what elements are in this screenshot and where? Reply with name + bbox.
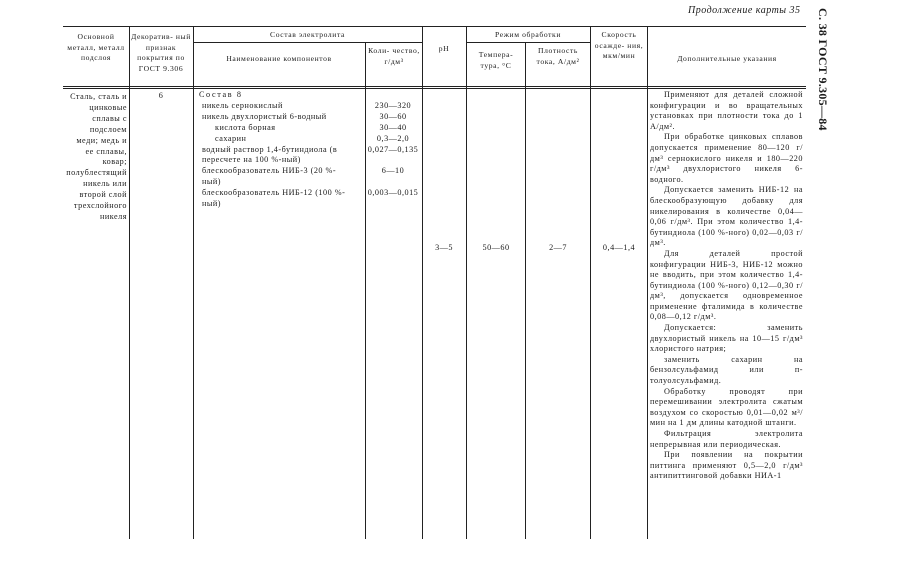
component-qty: 0,003—0,015 (367, 188, 419, 198)
component-name: водный раствор 1,4-бутиндиола (в пересчете на 100 %-ный) (202, 144, 338, 165)
component-name: блескообразователь НИБ-12 (100 %-ный) (202, 188, 346, 209)
page-header: Продолжение карты 35 (688, 5, 801, 16)
header-mode: Режим обработки (495, 30, 561, 39)
component-row (199, 101, 423, 112)
note-paragraph: При появлении на покрытии питтинга применяют 0,5—2,0 г/дм³ антипиттинговой добавки НИА-1 (650, 450, 803, 481)
cell-ph: 3—5 (435, 243, 453, 252)
note-paragraph: Допускается: заменить двухлористый никель на 10—15 г/дм³ хлористого натрия; (650, 323, 803, 354)
component-qty: 0,3—2,0 (376, 133, 410, 143)
header-temperature: Темпера- тура, °С (478, 50, 514, 70)
component-row (199, 123, 423, 134)
col-divider-2 (193, 26, 194, 539)
note-paragraph: заменить сахарин на бензолсульфамид или п-толуолсульфамид. (650, 354, 803, 386)
component-name: кислота борная (215, 122, 276, 132)
side-label-text: С. 38 ГОСТ 9.305—84 (816, 8, 830, 131)
component-name: никель двухлористый 6-водный (202, 111, 327, 121)
col-divider-6 (525, 42, 526, 539)
col-divider-7 (590, 26, 591, 539)
composition-subheader-rule (193, 42, 422, 43)
mode-subheader-rule (466, 42, 590, 43)
component-qty: 30—60 (379, 111, 407, 121)
note-paragraph: Применяют для деталей сложной конфигурации и во вращательных установках при плотности тока до 1 А/дм². (650, 90, 803, 131)
component-row (199, 166, 423, 188)
component-name: блескообразователь НИБ-3 (20 %-ный) (202, 166, 337, 187)
composition-block (199, 90, 423, 210)
note-paragraph: Для деталей простой конфигурации НИБ-3, НИБ-12 можно не вводить, при этом количество 1,4-бутиндиола (100 %-ного) 0,12—0,30 г/дм³, допускается одновременное применение фталимида в количестве 0,08—0,12 г/дм³. (650, 248, 803, 322)
header-bottom-rule-2 (63, 88, 806, 89)
note-paragraph: Фильтрация электролита непрерывная или периодическая. (650, 429, 803, 449)
composition-title: Состав 8 (199, 90, 243, 99)
header-speed: Скорость осажде- ния, мкм/мин (594, 30, 644, 61)
col-divider-8 (647, 26, 648, 539)
header-composition: Состав электролита (270, 30, 345, 39)
header-component-names: Наименование компонентов (226, 54, 332, 63)
table-top-rule (63, 26, 806, 27)
cell-decorative: 6 (158, 91, 164, 100)
note-paragraph: Обработку проводят при перемешивании электролита сжатым воздухом со скоростью 0,01—0,02 м³/мин на 1 дм длины катодной штанги. (650, 386, 803, 428)
note-paragraph: При обработке цинковых сплавов допускается применение 80—120 г/дм³ сернокислого никеля и 180—220 г/дм³ двухлористого никеля 6-водного. (650, 132, 803, 184)
header-quantity: Коли- чество, г/дм³ (368, 46, 420, 66)
note-paragraph: Допускается заменить НИБ-12 на блескообразующую добавку для никелирования в количестве 0,04—0,06 г/дм³. При этом количество 1,4-бутиндиола (100 %-ного) 0,02—0,03 г/дм³. (650, 185, 803, 248)
component-row (199, 134, 423, 145)
cell-temperature: 50—60 (482, 243, 510, 252)
cell-current-density: 2—7 (549, 243, 567, 252)
col-divider-5 (466, 26, 467, 539)
component-qty: 0,027—0,135 (367, 144, 419, 154)
component-row (199, 145, 423, 167)
component-name: никель сернокислый (202, 100, 283, 110)
component-row (199, 188, 423, 210)
header-current-density: Плотность тока, А/дм² (536, 46, 580, 66)
col-divider-1 (129, 26, 130, 539)
header-bottom-rule (63, 86, 806, 87)
cell-base-metal: Сталь, сталь и цинковые сплавы с подслоем меди; медь и ее сплавы, ковар; полублестящий никель или второй слой трехслойного никеля (66, 92, 127, 221)
component-qty: 230—320 (374, 100, 412, 110)
header-notes: Дополнительные указания (677, 54, 777, 63)
component-qty: 30—40 (379, 122, 407, 132)
notes-block (650, 90, 803, 482)
side-label (814, 8, 834, 131)
component-name: сахарин (215, 133, 247, 143)
header-decorative: Декоратив- ный признак покрытия по ГОСТ 9.306 (131, 32, 191, 73)
cell-speed: 0,4—1,4 (602, 243, 636, 252)
header-ph: pH (438, 44, 450, 53)
header-base-metal: Основной металл, металл подслоя (67, 32, 125, 63)
component-qty: 6—10 (381, 166, 405, 176)
component-row (199, 112, 423, 123)
